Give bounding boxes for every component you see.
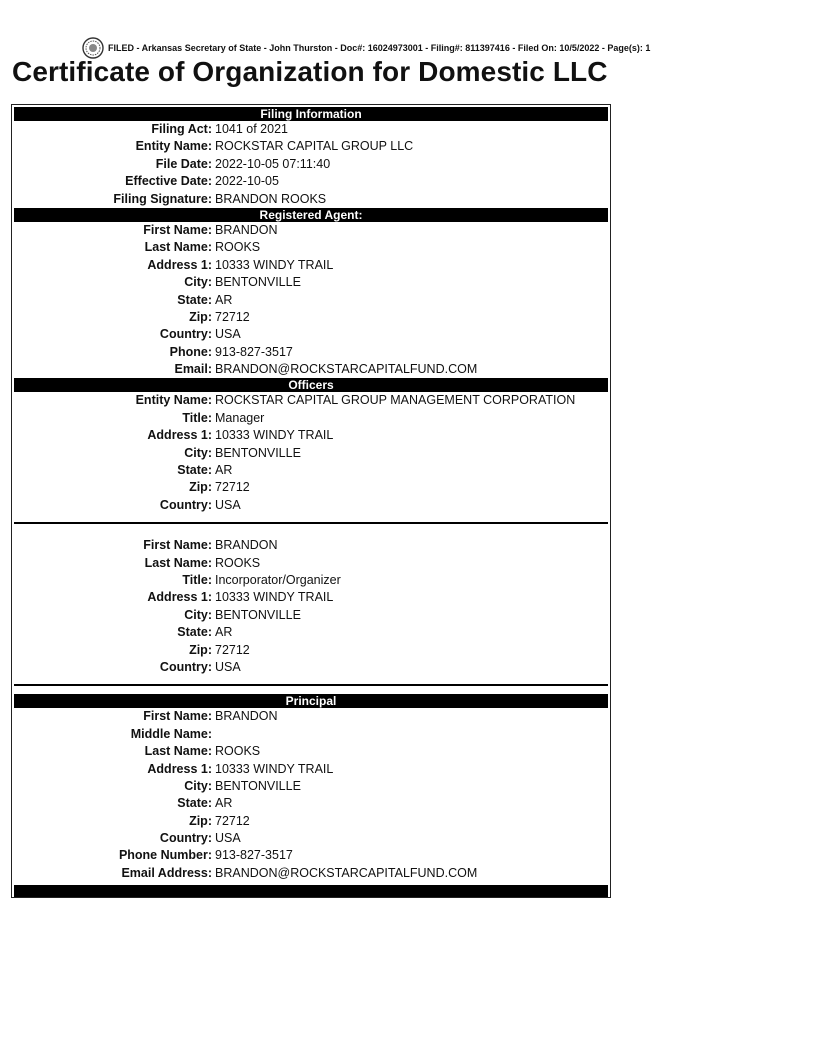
field-label: Country: [159,659,212,674]
field-row [14,309,608,326]
field-value: USA [215,659,241,674]
field-value: 72712 [215,480,250,495]
field-row [14,344,608,361]
field-value: AR [215,463,233,478]
field-value: 1041 of 2021 [215,122,288,136]
field-label: Email Address: [121,865,212,880]
field-label: Entity Name: [135,393,212,408]
field-row [14,795,608,812]
field-value: 10333 WINDY TRAIL [215,257,334,272]
field-label: State: [177,625,212,640]
field-label: Zip: [189,642,212,657]
field-row [14,726,608,743]
field-value: 913-827-3517 [215,848,293,863]
section-heading: Filing Information [14,107,608,121]
field-label: Filing Signature: [113,191,212,206]
field-value: 10333 WINDY TRAIL [215,761,334,776]
field-label: Zip: [189,480,212,495]
field-value: BRANDON ROOKS [215,191,327,206]
field-row [14,589,608,606]
field-row [14,659,608,676]
field-value: BENTONVILLE [215,445,301,460]
field-value: 913-827-3517 [215,344,293,359]
field-row [14,778,608,795]
field-value: BRANDON [215,222,278,237]
section-end-bar [14,885,608,898]
field-value: ROCKSTAR CAPITAL GROUP LLC [215,139,414,154]
section-heading: Principal [14,694,608,708]
field-row [14,555,608,572]
field-label: First Name: [143,222,212,237]
field-label: State: [177,292,212,307]
field-row [14,274,608,291]
field-label: First Name: [143,538,212,553]
field-row [14,708,608,725]
field-label: Filing Act: [151,122,212,136]
field-label: Effective Date: [125,174,212,189]
field-value: 72712 [215,642,250,657]
field-value: BRANDON [215,538,278,553]
spacer [14,524,608,537]
filing-information-section [14,107,608,208]
field-row [14,361,608,378]
field-value: BENTONVILLE [215,607,301,622]
field-value: ROOKS [215,555,261,570]
field-value: ROCKSTAR CAPITAL GROUP MANAGEMENT CORPORATION [215,393,576,408]
field-row [14,572,608,589]
field-row [14,138,608,155]
field-row [14,830,608,847]
field-value: 72712 [215,309,250,324]
field-value: USA [215,327,241,342]
field-value: ROOKS [215,744,261,759]
spacer [14,686,608,694]
field-row [14,761,608,778]
field-label: Country: [159,327,212,342]
field-label: Zip: [189,309,212,324]
field-value: BRANDON@ROCKSTARCAPITALFUND.COM [215,865,478,880]
field-label: City: [184,445,212,460]
field-label: Zip: [189,813,212,828]
field-label: Middle Name: [130,726,212,741]
field-value: BRANDON [215,709,278,724]
field-row [14,156,608,173]
field-label: City: [184,778,212,793]
field-label: First Name: [143,709,212,724]
field-row [14,445,608,462]
field-row [14,847,608,864]
field-row [14,865,608,882]
spacer [14,676,608,684]
field-value: USA [215,497,241,512]
field-value: BENTONVILLE [215,778,301,793]
field-label: City: [184,607,212,622]
field-value: BENTONVILLE [215,275,301,290]
certificate-form [11,104,611,898]
spacer [14,514,608,522]
field-row [14,222,608,239]
field-row [14,479,608,496]
field-label: Phone Number: [118,848,212,863]
field-value: 10333 WINDY TRAIL [215,590,334,605]
field-label: Email: [174,362,212,377]
field-value: 10333 WINDY TRAIL [215,428,334,443]
principal-section [14,694,608,898]
field-value: Incorporator/Organizer [215,572,341,587]
field-row [14,427,608,444]
field-row [14,607,608,624]
field-row [14,121,608,138]
field-label: Entity Name: [135,139,212,154]
field-row [14,410,608,427]
field-row [14,257,608,274]
field-label: Last Name: [144,744,212,759]
officers-section [14,378,608,694]
field-label: Address 1: [147,428,212,443]
field-value: 72712 [215,813,250,828]
field-row [14,743,608,760]
field-label: City: [184,275,212,290]
field-label: Address 1: [147,257,212,272]
field-row [14,191,608,208]
section-heading: Registered Agent: [14,208,608,222]
field-row [14,173,608,190]
field-value: AR [215,796,233,811]
field-value: AR [215,625,233,640]
field-row [14,813,608,830]
field-label: Last Name: [144,240,212,255]
field-label: Address 1: [147,590,212,605]
section-heading: Officers [14,378,608,392]
field-row [14,326,608,343]
field-row [14,239,608,256]
field-value: BRANDON@ROCKSTARCAPITALFUND.COM [215,362,478,377]
field-row [14,462,608,479]
filing-stamp-text: FILED - Arkansas Secretary of State - John Thurston - Doc#: 16024973001 - Filing#: 811397416 - Filed On: 10/5/2022 - Page(s): 1 [108,43,651,53]
field-value: 2022-10-05 07:11:40 [215,156,331,171]
field-row [14,497,608,514]
field-label: Country: [159,497,212,512]
field-label: Title: [182,572,212,587]
field-row [14,537,608,554]
field-label: Address 1: [147,761,212,776]
field-label: State: [177,463,212,478]
field-label: File Date: [155,156,212,171]
field-label: Country: [159,831,212,846]
field-label: Last Name: [144,555,212,570]
field-row [14,642,608,659]
field-row [14,292,608,309]
field-label: State: [177,796,212,811]
field-value: 2022-10-05 [215,174,279,189]
field-label: Title: [182,410,212,425]
field-value [215,726,608,743]
field-value: ROOKS [215,240,261,255]
field-value: Manager [215,410,265,425]
document-title: Certificate of Organization for Domestic LLC [12,56,608,87]
field-row [14,392,608,409]
field-label: Phone: [169,344,212,359]
field-value: AR [215,292,233,307]
field-row [14,624,608,641]
field-value: USA [215,831,241,846]
registered-agent-section [14,208,608,379]
